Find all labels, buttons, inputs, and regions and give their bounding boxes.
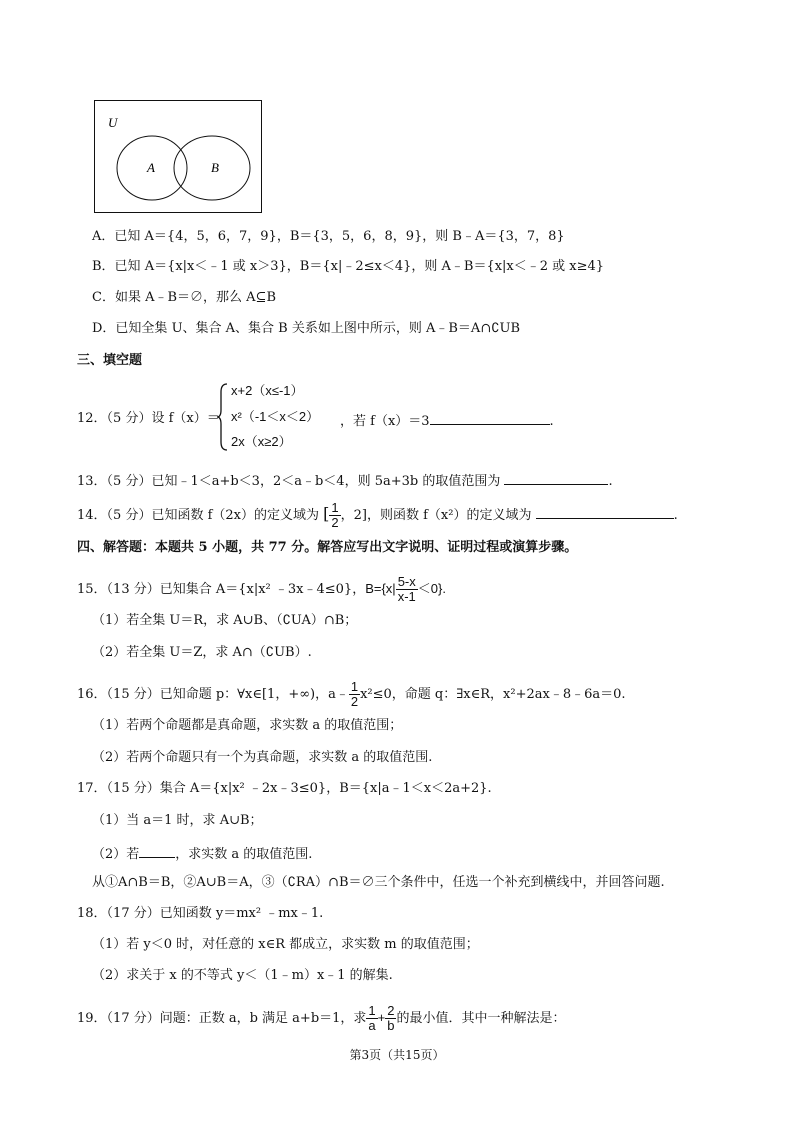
question-14-pre: 14．（5 分）已知函数 f（2x）的定义域为 [77,508,319,523]
question-12-prefix: 12．（5 分）设 f（x）＝ [77,411,220,426]
question-19 [77,1004,566,1033]
question-17: 17．（15 分）集合 A＝{x|x² ﹣2x﹣3≤0}，B＝{x|a﹣1＜x＜2a+2}. [77,781,492,796]
piece-2: x²（-1＜x＜2） [231,409,320,424]
question-12-end: . [549,414,554,429]
question-14-end: . [673,508,678,523]
fraction-one-half-q16: $\frac{1}{2}$ [350,679,359,709]
page-footer: 第3页（共15页） [349,1048,445,1062]
question-13 [77,470,613,491]
option-b-text: A＝{x|x＜﹣1 或 x＞3}，B＝{x|﹣2≤x＜4}，则 A﹣B＝{x|x＜﹣2 或 x≥4} [144,259,605,274]
question-17-part-2-pre: （2）若 [92,847,140,862]
question-16 [77,680,626,709]
universal-set-label: U [108,115,118,130]
set-a-label: A [147,160,155,175]
question-18: 18．（17 分）已知函数 y＝mx² ﹣mx﹣1. [77,906,324,921]
fraction-one-half: $\frac{1}{2}$ [331,500,339,530]
question-16-post: x²≤0，命题 q：∃x∈R，x²+2ax﹣8﹣6a＝0. [360,687,626,702]
section-3-heading: 三、填空题 [77,353,143,368]
plus-sign: + [377,1010,386,1025]
question-18-part-1: （1）若 y＜0 时，对任意的 x∈R 都成立，求实数 m 的取值范围； [92,937,479,952]
set-b-definition-post: ＜0}. [417,581,446,596]
option-d-prefix: D．已知全集 [92,321,172,336]
section-4-heading: 四、解答题：本题共 5 小题，共 77 分。解答应写出文字说明、证明过程或演算步骤。 [77,540,578,555]
option-c-text: A﹣B＝∅，那么 A⊆B [145,290,277,305]
answer-blank-13[interactable] [504,470,608,485]
question-13-end: . [608,474,613,489]
fraction-2-over-b: $\frac{2}{b}$ [387,1003,395,1033]
question-19-pre: 19．（17 分）问题：正数 a，b 满足 a+b＝1，求 [77,1011,367,1026]
question-12-suffix [340,410,554,431]
interval-open-bracket: [ [323,504,330,523]
question-18-part-2: （2）求关于 x 的不等式 y＜（1﹣m）x﹣1 的解集. [92,968,393,983]
fraction-5-x-over-x-1: $\frac{5-x}{x-1}$ [397,574,416,604]
option-c [92,289,276,307]
option-c-prefix: C．如果 [92,290,146,305]
option-a-prefix: A．已知 [92,229,145,244]
answer-blank-14[interactable] [536,504,674,519]
option-b [92,258,604,276]
option-d [92,320,520,338]
option-a-text: A＝{4，5，6，7，9}，B＝{3，5，6，8，9}，则 B﹣A＝{3，7，8} [144,229,565,244]
question-17-note: 从①A∩B＝B，②A∪B＝A，③（∁RA）∩B＝∅三个条件中，任选一个补充到横线中，并回答问题. [92,875,665,890]
piecewise-brace [217,382,229,452]
question-15-part-2: （2）若全集 U＝Z，求 A∩（∁UB）. [92,645,312,660]
answer-blank-17[interactable] [139,843,175,858]
question-17-part-1: （1）当 a＝1 时，求 A∪B； [92,813,263,828]
question-15 [77,575,446,604]
interval-rest: ，2] [340,508,367,523]
piece-3: 2x（x≥2） [231,434,292,449]
option-b-prefix: B．已知 [92,259,145,274]
question-12-condition: ，若 f（x）＝3 [340,414,430,429]
question-19-post: 的最小值．其中一种解法是： [396,1011,566,1026]
set-b-definition-pre: B={x| [365,581,396,596]
question-17-part-2-post: ，求实数 a 的取值范围. [175,847,313,862]
question-16-part-2: （2）若两个命题只有一个为真命题，求实数 a 的取值范围. [92,750,433,765]
venn-diagram [94,100,262,213]
question-15-text: 15．（13 分）已知集合 A＝{x|x² ﹣3x﹣4≤0}， [77,582,366,597]
question-14 [77,501,678,530]
question-14-mid: ，则函数 f（x²）的定义域为 [366,508,532,523]
answer-blank-12[interactable] [430,410,550,425]
question-16-pre: 16．（15 分）已知命题 p：∀x∈[1，+∞)，a﹣ [77,687,349,702]
fraction-1-over-a: $\frac{1}{a}$ [368,1003,376,1033]
option-d-text: U、集合 A、集合 B 关系如上图中所示，则 A﹣B＝A∩∁UB [171,321,520,336]
question-16-part-1: （1）若两个命题都是真命题，求实数 a 的取值范围； [92,718,403,733]
option-a [92,228,565,246]
question-13-text: 13．（5 分）已知﹣1＜a+b＜3，2＜a﹣b＜4，则 5a+3b 的取值范围为 [77,474,501,489]
question-17-part-2 [92,843,312,864]
piece-1: x+2（x≤-1） [231,383,304,398]
set-b-label: B [211,160,219,175]
question-15-part-1: （1）若全集 U＝R，求 A∪B、（∁UA）∩B； [92,613,358,628]
